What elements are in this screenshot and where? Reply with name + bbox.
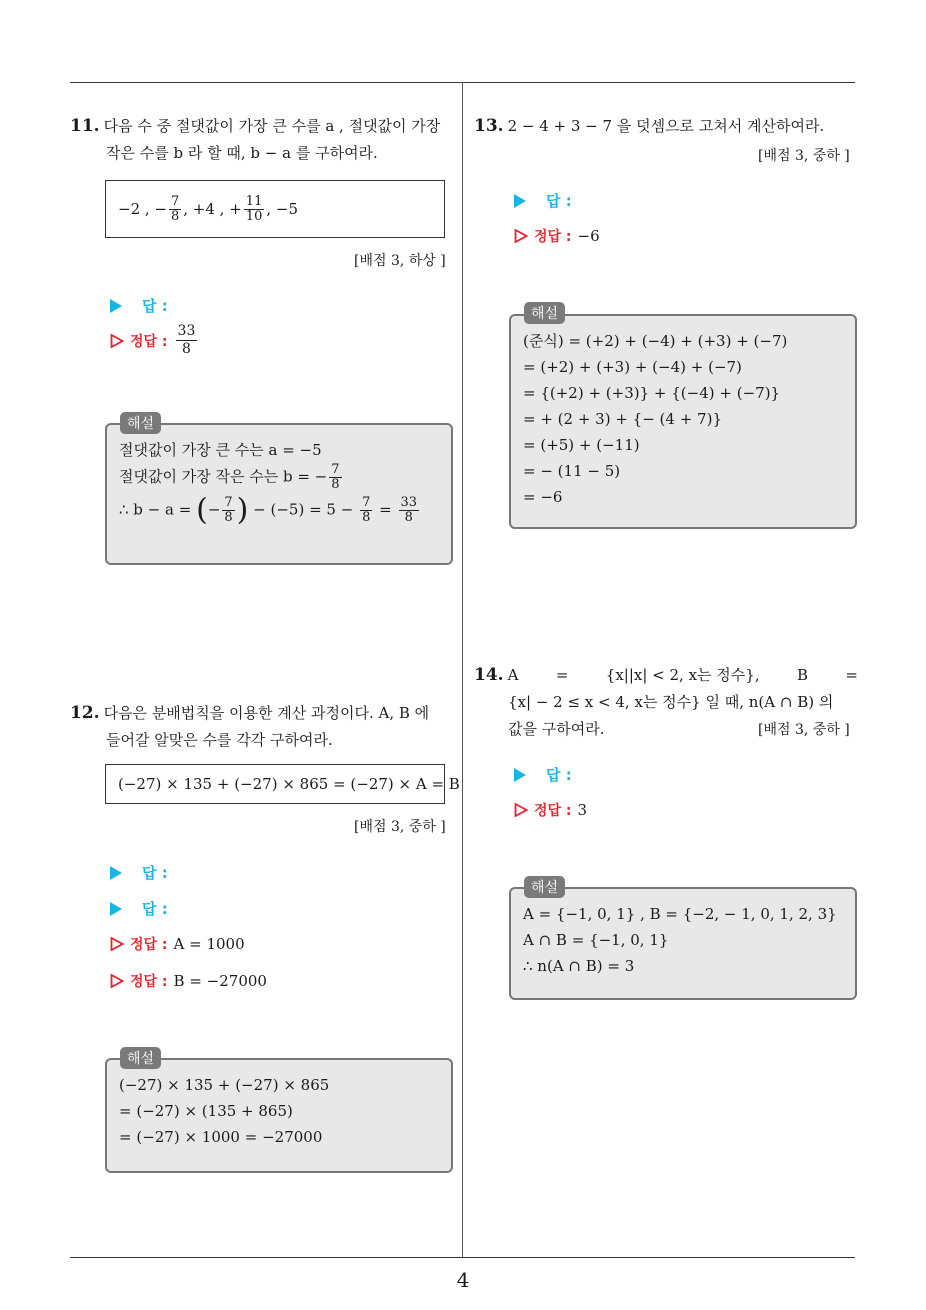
explanation-line: = −6	[523, 488, 563, 506]
problem-11-explanation	[105, 423, 453, 565]
problem-14-correct-answer: 정답 : 3	[514, 800, 587, 820]
problem-12-answer-field-b[interactable]: 답 :	[110, 898, 168, 919]
explanation-tag: 해설	[524, 302, 565, 324]
fraction: $\frac{11}{10}$	[245, 193, 263, 224]
problem-text-line1: 다음 수 중 절댓값이 가장 큰 수를 a , 절댓값이 가장	[103, 117, 441, 135]
explanation-line: A ∩ B = {−1, 0, 1}	[523, 931, 669, 949]
column-divider	[462, 82, 463, 1258]
outline-triangle-icon	[514, 229, 528, 243]
problem-text-line2: {x| − 2 ≤ x < 4, x는 정수} 일 때, n(A ∩ B) 의	[508, 693, 834, 711]
problem-14-answer-field[interactable]: 답 :	[514, 764, 572, 785]
problem-13-answer-field[interactable]: 답 :	[514, 190, 572, 211]
play-icon	[110, 866, 122, 880]
problem-11	[70, 113, 454, 167]
problem-13-explanation	[509, 314, 857, 529]
problem-text-line2: 들어갈 알맞은 수를 각각 구하여라.	[106, 731, 333, 749]
explanation-line: = {(+2) + (+3)} + {(−4) + (−7)}	[523, 384, 781, 402]
fraction: $\frac{7}{8}$	[170, 193, 180, 224]
problem-12-score: [배점 3, 중하 ]	[354, 819, 446, 835]
explanation-tag: 해설	[524, 876, 565, 898]
page-number: 4	[456, 1268, 470, 1292]
problem-text-line1: 다음은 분배법칙을 이용한 계산 과정이다. A, B 에	[103, 704, 430, 722]
list-part: −2 , −	[118, 200, 167, 218]
outline-triangle-icon	[514, 803, 528, 817]
explanation-line: = − (11 − 5)	[523, 462, 621, 480]
problem-11-answer-field[interactable]: 답 :	[110, 295, 168, 316]
explanation-line: ∴ n(A ∩ B) = 3	[523, 957, 635, 975]
problem-text-line3: 값을 구하여라.	[508, 720, 605, 738]
explanation-line: ∴ b − a = (− $\frac{7}{8}$ ) − (−5) = 5 − $\frac{7}{8}$ = $\frac{33}{8}$	[119, 492, 418, 528]
play-icon	[514, 194, 526, 208]
list-part: , +4 , +	[183, 200, 242, 218]
explanation-line: = (−27) × 1000 = −27000	[119, 1128, 323, 1146]
outline-triangle-icon	[110, 937, 124, 951]
explanation-tag: 해설	[120, 412, 161, 434]
problem-12-equation: (−27) × 135 + (−27) × 865 = (−27) × A = B	[105, 764, 445, 804]
problem-text-line1: 2 − 4 + 3 − 7 을 덧셈으로 고쳐서 계산하여라.	[507, 117, 825, 135]
problem-13	[474, 113, 858, 140]
list-part: , −5	[266, 200, 298, 218]
play-icon	[110, 299, 122, 313]
problem-13-correct-answer: 정답 : −6	[514, 226, 600, 246]
problem-number: 12.	[70, 703, 100, 723]
explanation-line: (−27) × 135 + (−27) × 865	[119, 1076, 330, 1094]
problem-12-correct-answer-b: 정답 : B = −27000	[110, 971, 267, 991]
explanation-line: = (−27) × (135 + 865)	[119, 1102, 293, 1120]
problem-13-score: [배점 3, 중하 ]	[758, 148, 850, 164]
explanation-line: = (+5) + (−11)	[523, 436, 640, 454]
problem-number: 13.	[474, 116, 504, 136]
outline-triangle-icon	[110, 334, 124, 348]
problem-14: 14. A = {x||x| < 2, x는 정수}, B = {x| − 2 ≤ x < 4, x는 정수} 일 때, n(A ∩ B) 의 값을 구하여라.	[474, 662, 858, 743]
explanation-tag: 해설	[120, 1047, 161, 1069]
bottom-rule	[70, 1257, 855, 1258]
problem-11-number-list	[105, 180, 445, 238]
problem-12-answer-field-a[interactable]: 답 :	[110, 862, 168, 883]
explanation-line: (준식) = (+2) + (−4) + (+3) + (−7)	[523, 332, 788, 350]
correct-fraction: $\frac{33}{8}$	[177, 323, 196, 357]
play-icon	[110, 902, 122, 916]
problem-12-correct-answer-a: 정답 : A = 1000	[110, 934, 245, 954]
play-icon	[514, 768, 526, 782]
problem-11-score: [배점 3, 하상 ]	[354, 253, 446, 269]
explanation-line: 절댓값이 가장 작은 수는 b = − $\frac{7}{8}$	[119, 462, 340, 492]
problem-14-explanation	[509, 887, 857, 1000]
problem-12-explanation	[105, 1058, 453, 1173]
explanation-line: A = {−1, 0, 1} , B = {−2, − 1, 0, 1, 2, 3}	[523, 905, 837, 923]
explanation-line: = + (2 + 3) + {− (4 + 7)}	[523, 410, 722, 428]
outline-triangle-icon	[110, 974, 124, 988]
problem-12	[70, 700, 454, 754]
explanation-line: 절댓값이 가장 큰 수는 a = −5	[119, 441, 322, 459]
explanation-line: = (+2) + (+3) + (−4) + (−7)	[523, 358, 742, 376]
problem-14-score: [배점 3, 중하 ]	[758, 722, 850, 738]
problem-text-line2: 작은 수를 b 라 할 때, b − a 를 구하여라.	[106, 144, 378, 162]
problem-11-correct-answer: 정답 : $\frac{33}{8}$	[110, 323, 199, 358]
problem-number: 14.	[474, 665, 504, 685]
problem-number: 11.	[70, 116, 100, 136]
